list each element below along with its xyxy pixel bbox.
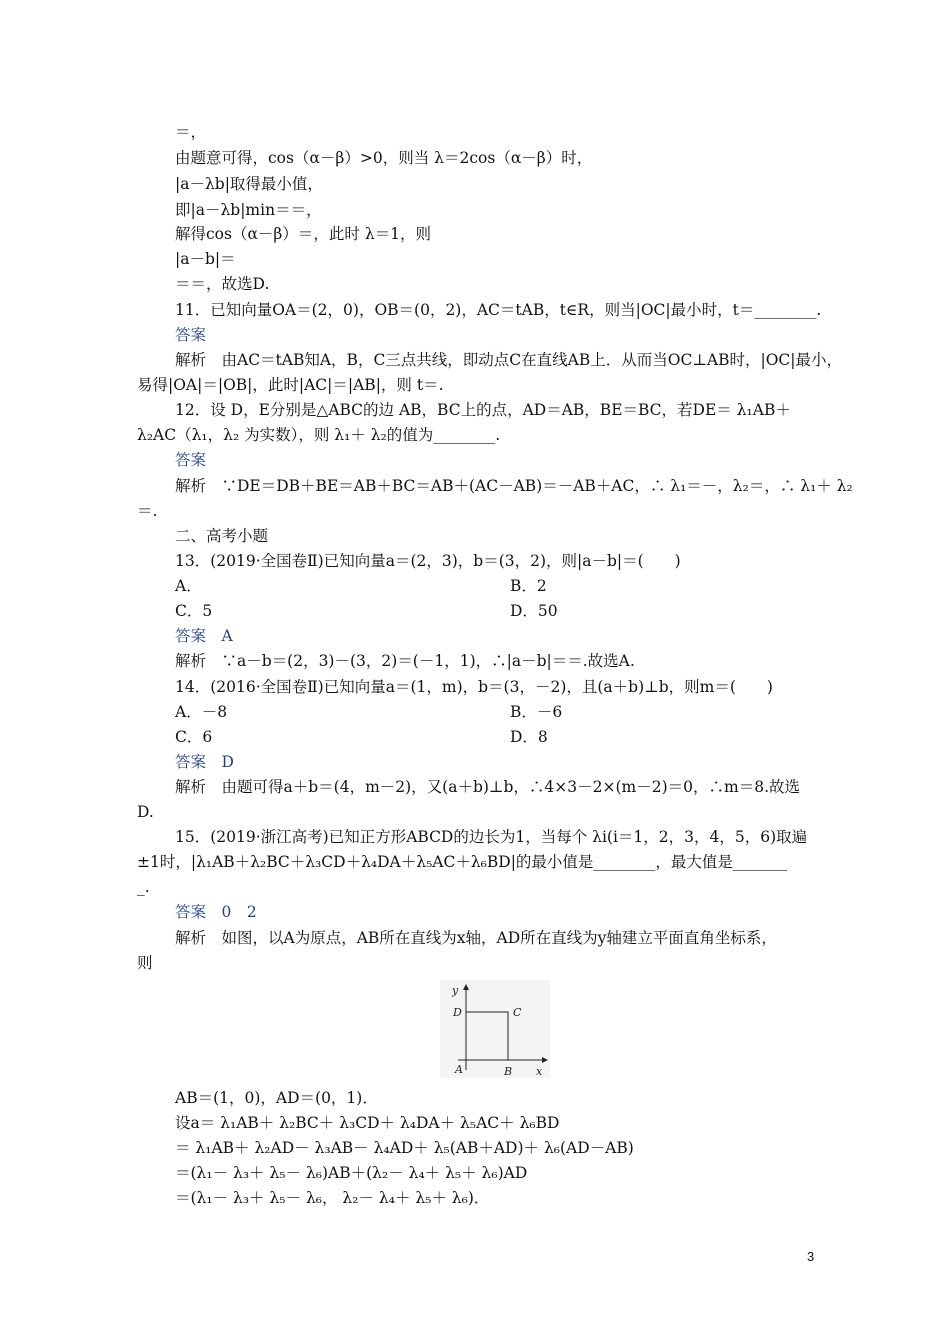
x-axis-arrow	[542, 1057, 548, 1063]
text-line: 则	[137, 954, 153, 972]
option-a: A．	[175, 577, 202, 595]
text-line: 解得cos（α－β）＝，此时 λ＝1，则	[175, 225, 432, 243]
analysis-line: 解析 由AC＝tAB知A，B，C三点共线，即动点C在直线AB上．从而当OC⊥AB时，|OC|最小，	[175, 351, 842, 369]
text-line: |a－λb|取得最小值，	[175, 175, 323, 193]
text-line: ＝ λ₁AB＋ λ₂AD－ λ₃AB－ λ₄AD＋ λ₅(AB＋AD)＋ λ₆(AD－AB)	[175, 1139, 634, 1157]
analysis-line: 解析 由题可得a＋b＝(4，m－2)，又(a＋b)⊥b，∴4×3－2×(m－2)＝0，∴m＝8.故选	[175, 778, 800, 796]
question-14: 14．(2016·全国卷Ⅱ)已知向量a＝(1，m)，b＝(3，－2)，且(a＋b)⊥b，则m＝( )	[175, 678, 773, 696]
text-line: ±1时，|λ₁AB＋λ₂BC＋λ₃CD＋λ₄DA＋λ₅AC＋λ₆BD|的最小值是________，最大值是_______	[137, 853, 788, 871]
question-12: 12．设 D，E分别是△ABC的边 AB，BC上的点，AD＝AB，BE＝BC，若DE＝ λ₁AB＋	[175, 401, 791, 419]
analysis-line: 解析 如图，以A为原点，AB所在直线为x轴，AD所在直线为y轴建立平面直角坐标系，	[175, 929, 777, 947]
option-d: D．8	[510, 728, 548, 746]
answer-label: 答案	[175, 451, 207, 469]
option-a: A．－8	[175, 703, 228, 721]
y-axis-label: y	[452, 984, 459, 997]
text-line: |a－b|＝	[175, 250, 236, 268]
analysis-line: 解析 ∵a－b＝(2，3)－(3，2)＝(－1，1)，∴|a－b|＝＝.故选A.	[175, 652, 635, 670]
option-b: B．2	[510, 577, 547, 595]
question-15: 15．(2019·浙江高考)已知正方形ABCD的边长为1，当每个 λi(i＝1，2，3，4，5，6)取遍	[175, 828, 808, 846]
y-axis-arrow	[463, 984, 469, 990]
point-c-label: C	[513, 1006, 522, 1019]
x-axis-label: x	[536, 1065, 543, 1078]
analysis-line: 解析 ∵DE＝DB＋BE＝AB＋BC＝AB＋(AC－AB)＝－AB＋AC，∴ λ₁＝－，λ₂＝，∴ λ₁＋ λ₂	[175, 477, 853, 495]
text-line: _.	[137, 878, 150, 896]
text-line: 由题意可得，cos（α－β）>0，则当 λ＝2cos（α－β）时，	[175, 149, 593, 167]
text-line: 易得|OA|＝|OB|，此时|AC|＝|AB|，则 t＝.	[137, 376, 444, 394]
text-line: 即|a－λb|min＝＝，	[175, 201, 322, 219]
answer-line: 答案 D	[175, 753, 234, 771]
answer-line: 答案 A	[175, 627, 233, 645]
text-line: ＝(λ₁－ λ₃＋ λ₅－ λ₆)AB＋(λ₂－ λ₄＋ λ₅＋ λ₆)AD	[175, 1164, 528, 1182]
coordinate-figure	[440, 980, 550, 1078]
option-b: B．－6	[510, 703, 563, 721]
point-a-label: A	[455, 1063, 463, 1076]
text-line: 设a＝ λ₁AB＋ λ₂BC＋ λ₃CD＋ λ₄DA＋ λ₅AC＋ λ₆BD	[175, 1114, 560, 1132]
option-c: C．5	[175, 602, 213, 620]
square-sides	[466, 1012, 508, 1060]
text-line: D.	[137, 803, 154, 821]
text-line: λ₂AC（λ₁，λ₂ 为实数），则 λ₁＋ λ₂的值为________.	[137, 426, 501, 444]
answer-label: 答案	[175, 326, 207, 344]
point-b-label: B	[504, 1065, 513, 1078]
section-heading: 二、高考小题	[175, 527, 269, 545]
answer-line: 答案 0 2	[175, 903, 257, 921]
text-line: ＝，	[175, 123, 207, 141]
text-line: AB＝(1，0)，AD＝(0，1)．	[175, 1089, 378, 1107]
text-line: ＝＝，故选D.	[175, 275, 270, 293]
page-number: 3	[807, 1249, 815, 1264]
text-line: ＝(λ₁－ λ₃＋ λ₅－ λ₆， λ₂－ λ₄＋ λ₅＋ λ₆)．	[175, 1189, 490, 1207]
question-13: 13．(2019·全国卷Ⅱ)已知向量a＝(2，3)，b＝(3，2)，则|a－b|＝( )	[175, 552, 681, 570]
point-d-label: D	[453, 1006, 462, 1019]
option-c: C．6	[175, 728, 213, 746]
square-diagram	[440, 980, 550, 1078]
option-d: D．50	[510, 602, 558, 620]
question-11: 11．已知向量OA＝(2，0)，OB＝(0，2)，AC＝tAB，t∈R，则当|OC|最小时，t＝________.	[175, 301, 822, 319]
text-line: ＝.	[137, 502, 158, 520]
